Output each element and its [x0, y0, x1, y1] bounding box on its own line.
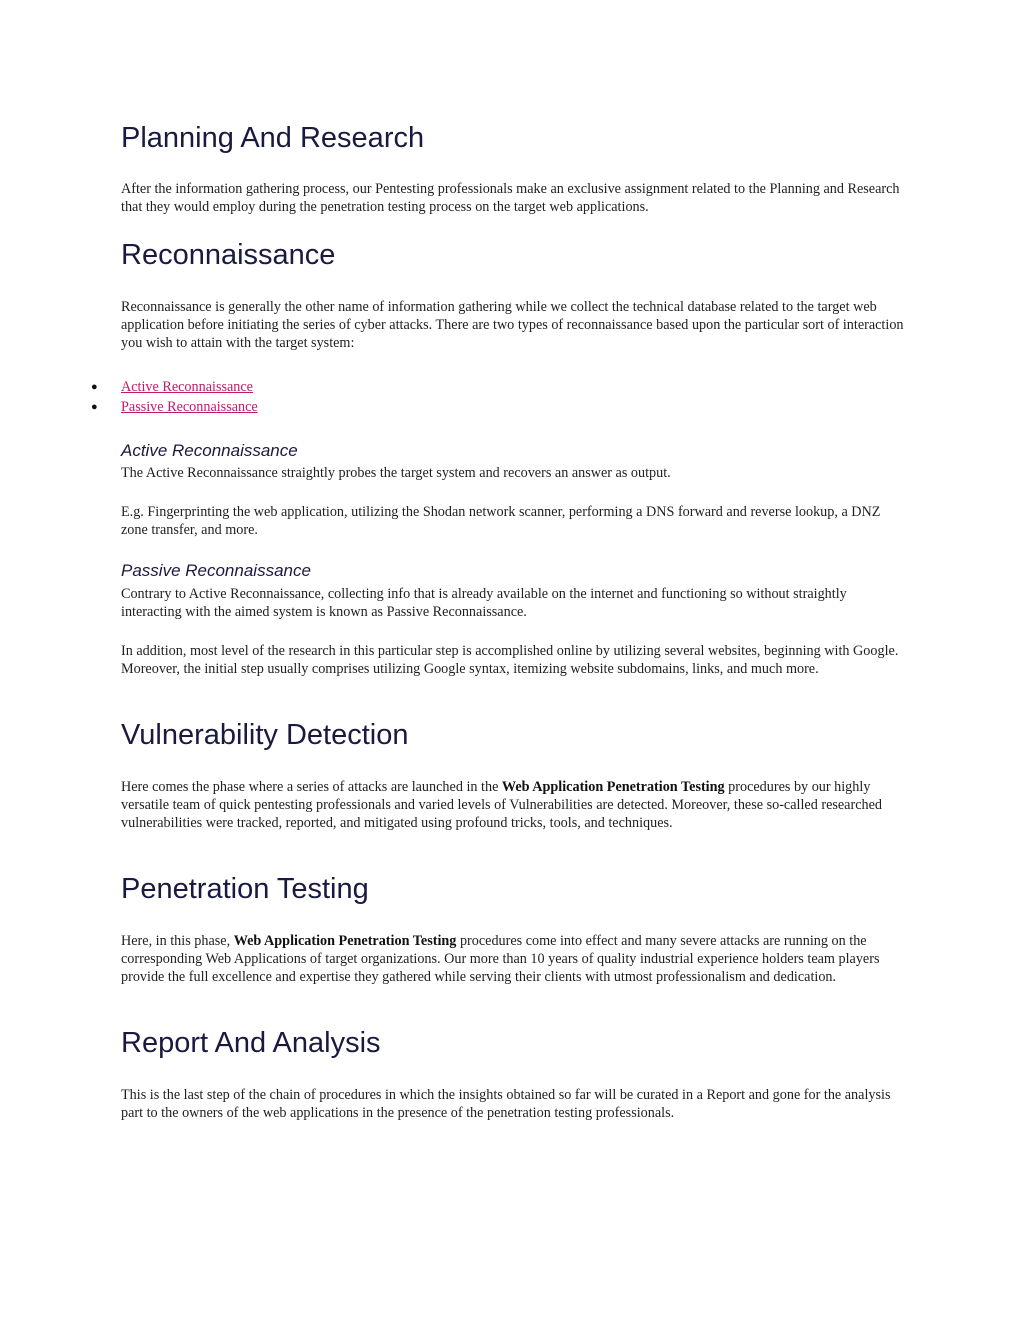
document-page [91, 0, 906, 1122]
bullet-icon: ● [91, 401, 98, 413]
paragraph-reconnaissance: Reconnaissance is generally the other name of information gathering while we collect the technical database related to the target web application before initiating the series of cyber attacks. There are two types of reconnaissance based upon the particular sort of interaction you wish to attain with the target system: [121, 299, 904, 352]
heading-penetration-testing: Penetration Testing [121, 873, 369, 905]
paragraph-active-2: E.g. Fingerprinting the web application, utilizing the Shodan network scanner, performing a DNS forward and reverse lookup, a DNZ zone transfer, and more. [121, 504, 881, 539]
paragraph-active-1: The Active Reconnaissance straightly probes the target system and recovers an answer as output. [121, 465, 671, 481]
heading-reconnaissance: Reconnaissance [121, 239, 336, 271]
paragraph-vulnerability [121, 778, 906, 833]
vuln-text-before: Here comes the phase where a series of attacks are launched in the [121, 779, 502, 795]
link-passive-reconnaissance[interactable]: Passive Reconnaissance [121, 399, 258, 415]
vuln-text-bold: Web Application Penetration Testing [501, 779, 725, 795]
link-active-reconnaissance[interactable]: Active Reconnaissance [121, 379, 253, 395]
pentest-text-after: procedures come into effect and many severe attacks are running on the corresponding Web Applications of target organizations. Our more than 10 years of quality industrial experience holders team players provide the full excellence and expertise they gathered while serving their clients with utmost professionalism and dedication. [121, 933, 880, 986]
heading-vulnerability-detection: Vulnerability Detection [121, 719, 409, 751]
list-item [91, 397, 906, 417]
paragraph-penetration [121, 932, 906, 987]
paragraph-passive-2: In addition, most level of the research in this particular step is accomplished online by utilizing several websites, beginning with Google. Moreover, the initial step usually comprises utilizing Google syntax, itemizing website subdomains, links, and much more. [121, 643, 899, 678]
bullet-icon: ● [91, 381, 98, 393]
heading-report-and-analysis: Report And Analysis [121, 1027, 381, 1059]
vuln-text-after: procedures by our highly versatile team of quick pentesting professionals and varied levels of Vulnerabilities are detected. Moreover, these so-called researched vulnerabilities were tracked, reported, and mitigated using profound tricks, tools, and techniques. [121, 779, 882, 832]
reconnaissance-link-list [91, 377, 906, 417]
subheading-active-reconnaissance: Active Reconnaissance [121, 441, 298, 460]
list-item [91, 377, 906, 397]
subheading-passive-reconnaissance: Passive Reconnaissance [121, 561, 311, 580]
pentest-text-bold: Web Application Penetration Testing [233, 933, 457, 949]
paragraph-report: This is the last step of the chain of procedures in which the insights obtained so far will be curated in a Report and gone for the analysis part to the owners of the web applications in the presence of the penetration testing professionals. [121, 1087, 891, 1122]
heading-planning-and-research: Planning And Research [121, 122, 425, 154]
pentest-text-before: Here, in this phase, [121, 933, 234, 949]
paragraph-planning: After the information gathering process, our Pentesting professionals make an exclusive assignment related to the Planning and Research that they would employ during the penetration testing process on the target web applications. [121, 181, 900, 216]
paragraph-passive-1: Contrary to Active Reconnaissance, collecting info that is already available on the internet and functioning so without straightly interacting with the aimed system is known as Passive Reconnaissance. [121, 586, 847, 621]
